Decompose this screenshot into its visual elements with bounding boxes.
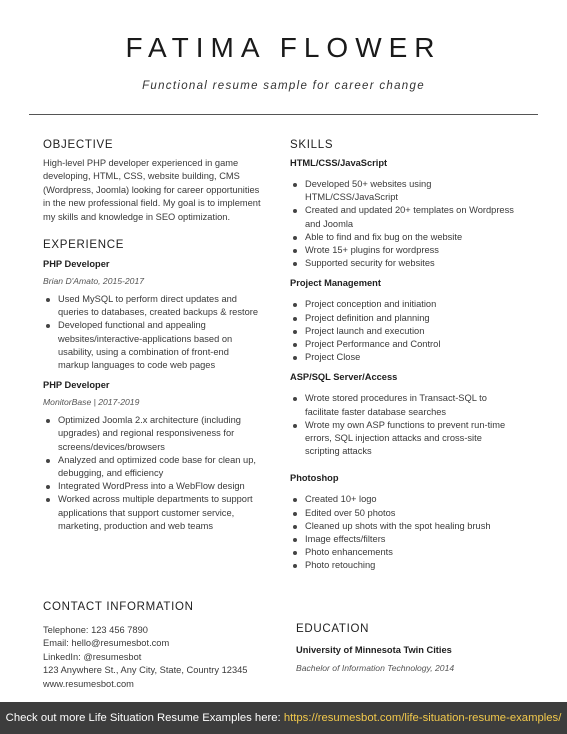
skill-item: Able to find and fix bug on the website — [290, 231, 514, 244]
banner-link[interactable]: https://resumesbot.com/life-situation-resume-examples/ — [283, 712, 562, 724]
education-heading: EDUCATION — [296, 623, 370, 635]
skill-list — [290, 178, 514, 270]
skill-item: Developed 50+ websites using HTML/CSS/JavaScript — [290, 178, 514, 204]
skill-item: Project conception and initiation — [290, 298, 514, 311]
skill-item: Created and updated 20+ templates on Wordpress and Joomla — [290, 204, 514, 230]
job-company: MonitorBase | 2017-2019 — [43, 397, 140, 408]
objective-text: High-level PHP developer experienced in game developing, HTML, CSS, website building, CMS (Wordpress, Joomla) looking for career opportunities in the new professional field. My goal is to implement my skills and knowledge in SEO optimization. — [43, 158, 261, 222]
education-school: University of Minnesota Twin Cities — [296, 645, 452, 655]
skill-group-title: HTML/CSS/JavaScript — [290, 158, 388, 168]
job-bullet: Integrated WordPress into a WebFlow design — [43, 480, 261, 493]
job-bullet: Optimized Joomla 2.x architecture (including upgrades) and regional responsiveness for screens/devices/browsers — [43, 414, 261, 454]
header-divider — [29, 114, 538, 115]
job-bullet: Used MySQL to perform direct updates and queries to databases, created backups & restore — [43, 293, 261, 319]
candidate-name: FATIMA FLOWER — [125, 32, 442, 63]
job-bullet: Developed functional and appealing websites/interactive-applications based on usability, using a combination of front-end markup languages to code web pages — [43, 319, 261, 372]
contact-address: 123 Anywhere St., Any City, State, Country 12345 — [43, 665, 248, 676]
skill-item: Photo enhancements — [290, 546, 514, 559]
right-column — [290, 138, 514, 580]
skill-item: Cleaned up shots with the spot healing brush — [290, 520, 514, 533]
skill-group-title: ASP/SQL Server/Access — [290, 372, 398, 383]
skill-item: Project Performance and Control — [290, 338, 514, 351]
skill-list — [290, 493, 514, 572]
job-role: PHP Developer — [43, 380, 110, 391]
education-degree: Bachelor of Information Technology, 2014 — [296, 663, 455, 673]
skill-item: Wrote 15+ plugins for wordpress — [290, 244, 514, 257]
contact-heading: CONTACT INFORMATION — [43, 601, 194, 613]
left-column — [43, 138, 261, 540]
job-entry — [43, 379, 261, 533]
objective-heading: OBJECTIVE — [43, 139, 114, 151]
job-bullet: Worked across multiple departments to support applications that support customer service, marketing, production and web teams — [43, 493, 261, 533]
skill-item: Wrote stored procedures in Transact-SQL to facilitate faster database searches — [290, 392, 514, 418]
contact-website: www.resumesbot.com — [43, 678, 134, 689]
skills-heading: SKILLS — [290, 139, 334, 151]
contact-section — [43, 600, 283, 691]
experience-heading: EXPERIENCE — [43, 239, 125, 252]
job-bullets — [43, 414, 261, 533]
skill-item: Photo retouching — [290, 559, 514, 572]
job-company: Brian D'Amato, 2015-2017 — [43, 276, 145, 287]
skill-item: Project Close — [290, 351, 514, 364]
skill-item: Supported security for websites — [290, 257, 514, 270]
banner-text: Check out more Life Situation Resume Examples here: — [5, 712, 284, 724]
job-entry — [43, 258, 261, 372]
skill-item: Edited over 50 photos — [290, 507, 514, 520]
job-bullet: Analyzed and optimized code base for clean up, debugging, and efficiency — [43, 454, 261, 480]
job-bullets — [43, 293, 261, 372]
skill-list — [290, 392, 514, 458]
skill-group-title: Project Management — [290, 278, 381, 289]
skill-item: Project definition and planning — [290, 312, 514, 325]
resume-subtitle: Functional resume sample for career change — [142, 80, 425, 92]
promo-banner — [0, 702, 567, 734]
skill-item: Image effects/filters — [290, 533, 514, 546]
job-role: PHP Developer — [43, 259, 110, 270]
contact-phone: Telephone: 123 456 7890 — [43, 625, 148, 635]
contact-email: Email: hello@resumesbot.com — [43, 638, 170, 649]
education-section — [296, 622, 536, 674]
skill-item: Wrote my own ASP functions to prevent run-time errors, SQL injection attacks and cross-site scripting attacks — [290, 419, 514, 459]
skill-item: Project launch and execution — [290, 325, 514, 338]
skill-list — [290, 298, 514, 364]
skill-group-title: Photoshop — [290, 473, 339, 484]
contact-linkedin: LinkedIn: @resumesbot — [43, 651, 142, 662]
skill-item: Created 10+ logo — [290, 493, 514, 506]
